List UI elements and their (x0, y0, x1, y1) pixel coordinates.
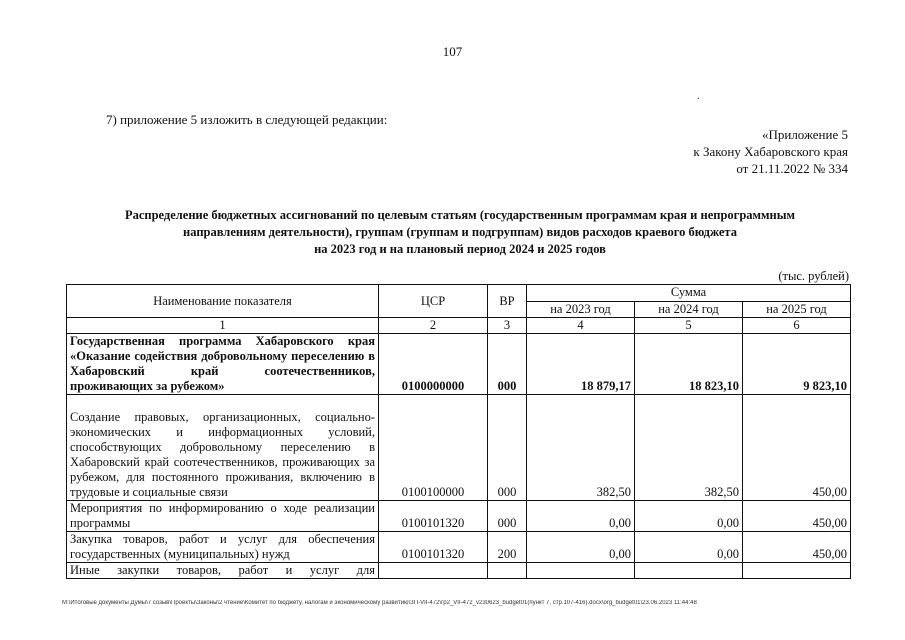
file-path-footer: M:\Итоговые документы Думы\7 созыв\Проекты\Законы\2 чтение\Комитет по бюджету, налогам и экономическому развитию\ЗП-VII-472\гр2_VII-472_v230623_budget01(пункт 7, стр.107-416).docx\org_budget01\23.06.2023 11:44:48 (62, 600, 697, 606)
intro-text: 7) приложение 5 изложить в следующей редакции: (106, 112, 388, 127)
row-vr (488, 563, 527, 579)
header-vr: ВР (488, 285, 527, 318)
row-value-2024: 0,00 (635, 532, 743, 563)
row-value-2023: 0,00 (527, 501, 635, 532)
table-row (67, 563, 851, 579)
row-value-2024: 18 823,10 (635, 334, 743, 395)
row-vr: 000 (488, 334, 527, 395)
table-row (67, 334, 851, 395)
column-number-row (67, 318, 851, 334)
row-value-2023: 18 879,17 (527, 334, 635, 395)
annex-line-3: от 21.11.2022 № 334 (736, 161, 848, 176)
header-sum: Сумма (527, 285, 851, 302)
col-number: 2 (379, 318, 488, 334)
row-csr: 0100100000 (379, 395, 488, 501)
table-row (67, 532, 851, 563)
row-value-2025: 9 823,10 (743, 334, 851, 395)
row-csr (379, 563, 488, 579)
row-value-2023 (527, 563, 635, 579)
row-value-2024 (635, 563, 743, 579)
header-row-1 (67, 285, 851, 302)
col-number: 3 (488, 318, 527, 334)
row-value-2024: 382,50 (635, 395, 743, 501)
annex-reference (693, 126, 848, 177)
row-csr: 0100101320 (379, 501, 488, 532)
annex-line-1: «Приложение 5 (761, 127, 848, 142)
row-value-2025: 450,00 (743, 532, 851, 563)
col-number: 4 (527, 318, 635, 334)
col-number: 5 (635, 318, 743, 334)
row-csr: 0100101320 (379, 532, 488, 563)
row-value-2025 (743, 563, 851, 579)
budget-table (66, 284, 851, 579)
page-number: 107 (442, 44, 463, 59)
title-line-1: Распределение бюджетных ассигнований по целевым статьям (государственным программам края и непрограммным (124, 208, 796, 222)
row-name: Государственная программа Хабаровского края «Оказание содействия добровольному переселению в Хабаровский край соотечественников, проживающих за рубежом» (67, 334, 379, 395)
title-line-3: на 2023 год и на плановый период 2024 и 2025 годов (314, 242, 606, 256)
row-value-2025: 450,00 (743, 501, 851, 532)
row-name: Иные закупки товаров, работ и услуг для (67, 563, 379, 579)
col-number: 6 (743, 318, 851, 334)
title-line-2: направлениям деятельности), группам (группам и подгруппам) видов расходов краевого бюджета (183, 225, 737, 239)
row-name: Мероприятия по информированию о ходе реализации программы (67, 501, 379, 532)
header-year-2024: на 2024 год (635, 301, 743, 318)
stray-mark: . (697, 91, 700, 102)
row-value-2023: 0,00 (527, 532, 635, 563)
row-vr: 200 (488, 532, 527, 563)
row-name: Создание правовых, организационных, социально-экономических и информационных условий, способствующих добровольному переселению в Хабаровский край соотечественников, проживающих за рубежом, для постоянного проживания, включению в трудовые и социальные связи (67, 395, 379, 501)
header-name: Наименование показателя (67, 285, 379, 318)
header-csr: ЦСР (379, 285, 488, 318)
table-row (67, 501, 851, 532)
row-vr: 000 (488, 395, 527, 501)
row-name: Закупка товаров, работ и услуг для обеспечения государственных (муниципальных) нужд (67, 532, 379, 563)
table-row (67, 395, 851, 501)
units-label: (тыс. рублей) (778, 269, 849, 283)
row-vr: 000 (488, 501, 527, 532)
row-value-2024: 0,00 (635, 501, 743, 532)
row-value-2025: 450,00 (743, 395, 851, 501)
row-csr: 0100000000 (379, 334, 488, 395)
annex-line-2: к Закону Хабаровского края (693, 144, 848, 159)
header-year-2025: на 2025 год (743, 301, 851, 318)
header-year-2023: на 2023 год (527, 301, 635, 318)
col-number: 1 (67, 318, 379, 334)
row-value-2023: 382,50 (527, 395, 635, 501)
document-title (60, 207, 860, 258)
